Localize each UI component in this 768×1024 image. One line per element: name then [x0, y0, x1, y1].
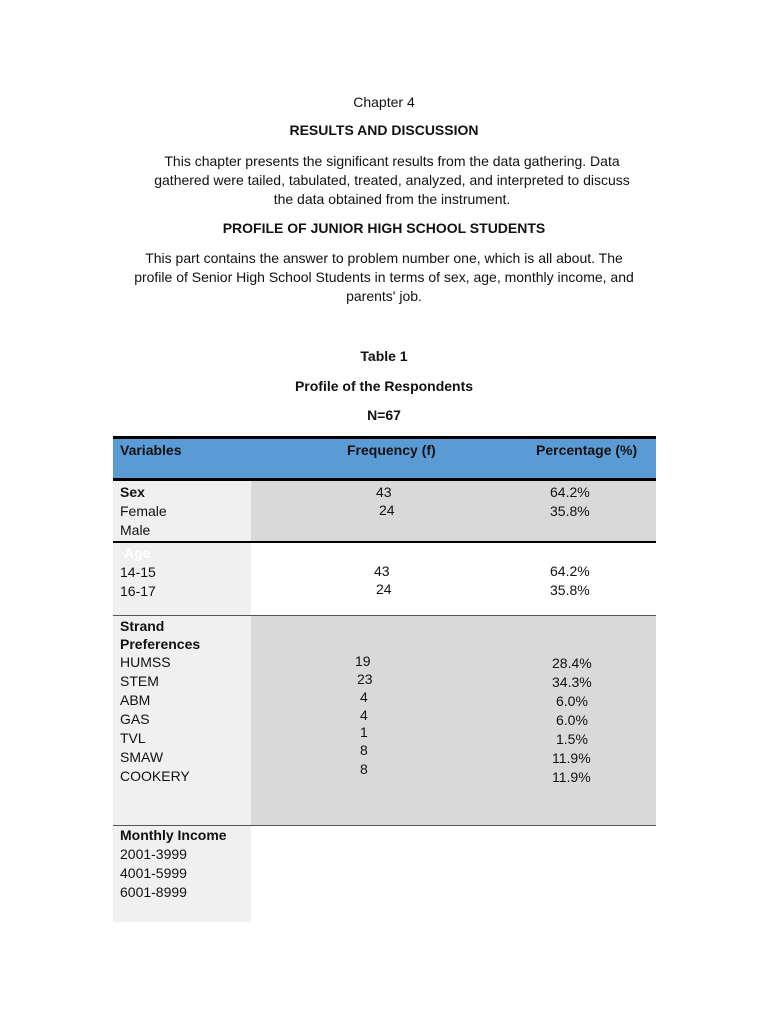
section-heading: PROFILE OF JUNIOR HIGH SCHOOL STUDENTS [222, 220, 546, 236]
percentage-value: 11.9% [552, 769, 591, 785]
row-label: GAS [120, 711, 150, 727]
results-heading: RESULTS AND DISCUSSION [289, 122, 479, 138]
frequency-value: 24 [376, 581, 392, 597]
row-label: STEM [120, 673, 159, 689]
intro-paragraph [132, 152, 652, 209]
percentage-value: 34.3% [552, 674, 592, 690]
sex-label: Sex [120, 484, 145, 500]
header-variables: Variables [120, 442, 182, 458]
percentage-value: 64.2% [550, 484, 590, 500]
frequency-value: 8 [360, 761, 368, 777]
row-label: SMAW [120, 749, 164, 765]
frequency-value: 43 [374, 563, 390, 579]
percentage-value: 64.2% [550, 563, 590, 579]
row-label: Female [120, 503, 167, 519]
strand-label: Preferences [120, 636, 201, 652]
section-line: profile of Senior High School Students in terms of sex, age, monthly income, and [134, 269, 634, 285]
percentage-value: 35.8% [550, 582, 590, 598]
frequency-value: 23 [357, 671, 373, 687]
strand-section [113, 616, 656, 826]
row-label: COOKERY [120, 768, 190, 784]
income-label: Monthly Income [120, 827, 227, 843]
section-line: This part contains the answer to problem number one, which is all about. The [145, 250, 623, 266]
profile-table [113, 436, 656, 922]
row-label: 14-15 [120, 564, 156, 580]
row-label: TVL [120, 730, 146, 746]
row-label: 4001-5999 [120, 865, 187, 881]
row-label: 6001-8999 [120, 884, 187, 900]
frequency-value: 4 [360, 707, 368, 723]
income-section [113, 826, 656, 922]
frequency-value: 1 [360, 724, 368, 740]
section-line: parents' job. [346, 288, 422, 304]
table-sample-size: N=67 [367, 407, 401, 423]
frequency-value: 43 [376, 484, 392, 500]
row-label: 2001-3999 [120, 846, 187, 862]
frequency-value: 8 [360, 742, 368, 758]
percentage-value: 35.8% [550, 503, 590, 519]
strand-label: Strand [120, 618, 165, 634]
sex-section [113, 481, 656, 543]
row-label: 16-17 [120, 583, 156, 599]
frequency-value: 19 [355, 653, 371, 669]
row-label: HUMSS [120, 654, 171, 670]
table-title: Table 1 [360, 348, 408, 364]
section-paragraph [112, 249, 656, 306]
header-percentage: Percentage (%) [536, 442, 638, 458]
row-label: ABM [120, 692, 151, 708]
intro-line: This chapter presents the significant results from the data gathering. Data [164, 153, 620, 169]
percentage-value: 28.4% [552, 655, 592, 671]
percentage-value: 1.5% [556, 731, 588, 747]
percentage-value: 11.9% [552, 750, 591, 766]
percentage-value: 6.0% [556, 693, 588, 709]
frequency-value: 4 [360, 689, 368, 705]
header-frequency: Frequency (f) [347, 442, 436, 458]
age-label: Age [124, 545, 151, 561]
intro-line: the data obtained from the instrument. [273, 191, 511, 207]
chapter-label: Chapter 4 [353, 94, 415, 110]
age-section [113, 543, 656, 616]
percentage-value: 6.0% [556, 712, 588, 728]
frequency-value: 24 [379, 502, 395, 518]
row-label: Male [120, 522, 151, 538]
table-header-row [113, 436, 656, 481]
intro-line: gathered were tailed, tabulated, treated, analyzed, and interpreted to discuss [154, 172, 630, 188]
table-caption: Profile of the Respondents [294, 378, 474, 394]
